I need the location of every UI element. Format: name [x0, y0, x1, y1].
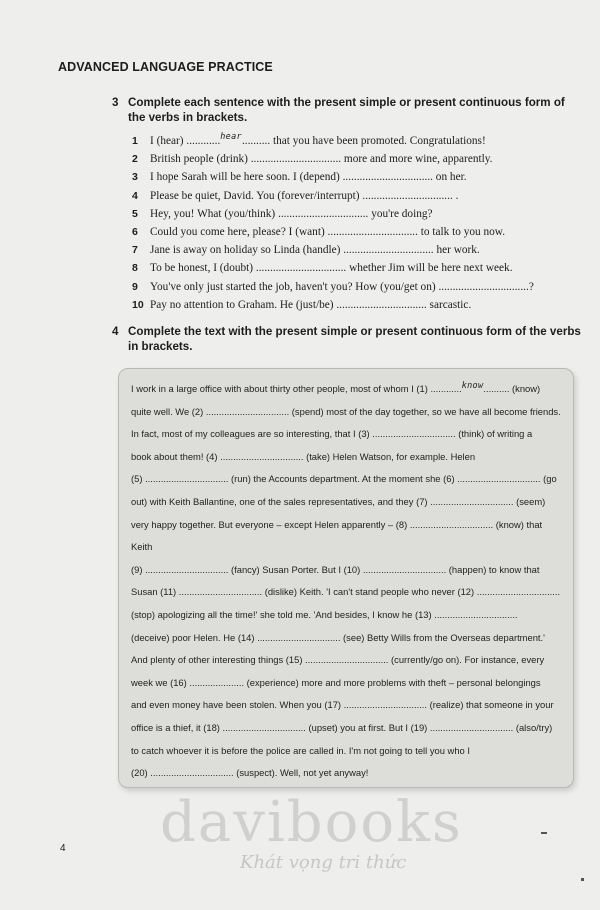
sentence-text: Could you come here, please? I (want) ................................ to talk to you now.	[150, 225, 506, 238]
text-line	[131, 491, 567, 514]
sentence-text: Pay no attention to Graham. He (just/be) ................................ sarcastic.	[150, 298, 472, 311]
sentence-number: 10	[132, 298, 144, 311]
text-line-content: quite well. We (2) ................................ (spend) most of the day together, so we have all become friends.	[131, 405, 561, 417]
sentence-item	[132, 296, 572, 314]
sentence-text-end: .......... that you have been promoted. Congratulations!	[241, 135, 486, 147]
sentence-number: 5	[132, 207, 138, 220]
watermark-logo: davibooks	[160, 790, 463, 855]
sentence-item	[132, 150, 572, 168]
exercise-4-number: 4	[112, 325, 119, 338]
sentence-number: 6	[132, 225, 138, 238]
text-line-content: And plenty of other interesting things (15) ................................ (currently/go on). For instance, every	[131, 654, 545, 666]
text-line	[131, 627, 567, 650]
sentence-text: I (hear) ............	[150, 135, 221, 147]
exercise-3-sentences	[132, 132, 572, 314]
scan-speck	[581, 878, 584, 881]
text-line	[131, 762, 567, 785]
text-line	[131, 672, 567, 695]
text-line-content: Keith	[131, 541, 153, 553]
text-line	[131, 604, 567, 627]
sentence-number: 7	[132, 244, 138, 257]
sentence-number: 1	[132, 135, 138, 147]
text-line	[131, 717, 567, 740]
text-line	[131, 581, 567, 604]
exercise-4-text	[131, 378, 567, 785]
text-line	[131, 423, 567, 446]
text-line-end: .......... (know)	[483, 383, 541, 394]
text-line	[131, 378, 567, 401]
text-line-content: week we (16) ..................... (experience) more and more problems with theft – personal belongings	[131, 676, 541, 688]
sentence-text: I hope Sarah will be here soon. I (depend) ................................ on her.	[150, 171, 467, 184]
exercise-3-instruction: Complete each sentence with the present simple or present continuous form of the verbs in brackets.	[128, 96, 565, 124]
scan-speck	[541, 832, 547, 834]
text-line-content: (9) ................................ (fancy) Susan Porter. But I (10) ................................ (happen) to know that	[131, 563, 540, 575]
text-line	[131, 401, 567, 424]
handwritten-answer: hear	[220, 132, 242, 142]
text-line	[131, 694, 567, 717]
text-line-content: (deceive) poor Helen. He (14) ................................ (see) Betty Wills from the Overseas department.'	[131, 631, 545, 643]
exercise-3-number: 3	[112, 96, 119, 109]
sentence-number: 8	[132, 262, 138, 275]
sentence-text: To be honest, I (doubt) ................................ whether Jim will be here next week.	[150, 262, 513, 275]
sentence-number: 9	[132, 280, 138, 293]
text-line-content: and even money have been stolen. When you (17) ................................ (realize) that someone in your	[131, 699, 554, 711]
sentence-item	[132, 223, 572, 241]
sentence-text: You've only just started the job, haven't you? How (you/get on) ................................?	[150, 280, 534, 293]
watermark-tagline: Khát vọng tri thức	[240, 852, 407, 873]
text-line	[131, 649, 567, 672]
text-line-content: out) with Keith Ballantine, one of the sales representatives, and they (7) ................................ (seem)	[131, 495, 546, 507]
sentence-item	[132, 259, 572, 277]
text-line-content: Susan (11) ................................ (dislike) Keith. 'I can't stand people who never (12) ................................	[131, 586, 561, 598]
sentence-item	[132, 132, 572, 150]
text-line	[131, 536, 567, 559]
sentence-text: British people (drink) ................................ more and more wine, apparently.	[150, 153, 493, 166]
handwritten-answer: know	[461, 381, 484, 391]
text-line-content: (5) ................................ (run) the Accounts department. At the moment she (6) ................................ (go	[131, 473, 557, 485]
sentence-item	[132, 205, 572, 223]
text-line	[131, 514, 567, 537]
text-line-content: In fact, most of my colleagues are so interesting, that I (3) ................................ (think) of writing a	[131, 428, 533, 440]
text-line-content: (stop) apologizing all the time!' she told me. 'And besides, I know he (13) ................................	[131, 608, 518, 620]
sentence-item	[132, 241, 572, 259]
text-line-content: to catch whoever it is before the police are called in. I'm not going to tell you who I	[131, 744, 470, 756]
sentence-text: Please be quiet, David. You (forever/interrupt) ................................ .	[150, 189, 459, 202]
sentence-text: Jane is away on holiday so Linda (handle) ................................ her work.	[150, 244, 480, 257]
sentence-number: 4	[132, 189, 138, 202]
exercise-3-heading	[112, 95, 582, 125]
text-line	[131, 559, 567, 582]
text-line	[131, 468, 567, 491]
text-line-content: (20) ................................ (suspect). Well, not yet anyway!	[131, 767, 369, 779]
text-line-content: I work in a large office with about thirty other people, most of whom I (1) ............	[131, 383, 462, 394]
sentence-number: 3	[132, 171, 138, 184]
text-line	[131, 446, 567, 469]
text-line	[131, 740, 567, 763]
text-line-content: book about them! (4) ................................ (take) Helen Watson, for example. Helen	[131, 450, 476, 462]
sentence-item	[132, 168, 572, 186]
sentence-number: 2	[132, 153, 138, 166]
page-number: 4	[60, 843, 66, 854]
sentence-item	[132, 278, 572, 296]
sentence-text: Hey, you! What (you/think) ................................ you're doing?	[150, 207, 433, 220]
exercise-4-heading	[112, 324, 582, 354]
exercise-4-text-box	[118, 368, 574, 788]
section-title: ADVANCED LANGUAGE PRACTICE	[58, 60, 273, 74]
exercise-4-instruction: Complete the text with the present simple or present continuous form of the verbs in brackets.	[128, 325, 581, 353]
text-line-content: office is a thief, it (18) ................................ (upset) you at first. But I (19) ................................ (also/try)	[131, 721, 553, 733]
text-line-content: very happy together. But everyone – except Helen apparently – (8) ................................ (know) that	[131, 518, 543, 530]
sentence-item	[132, 187, 572, 205]
